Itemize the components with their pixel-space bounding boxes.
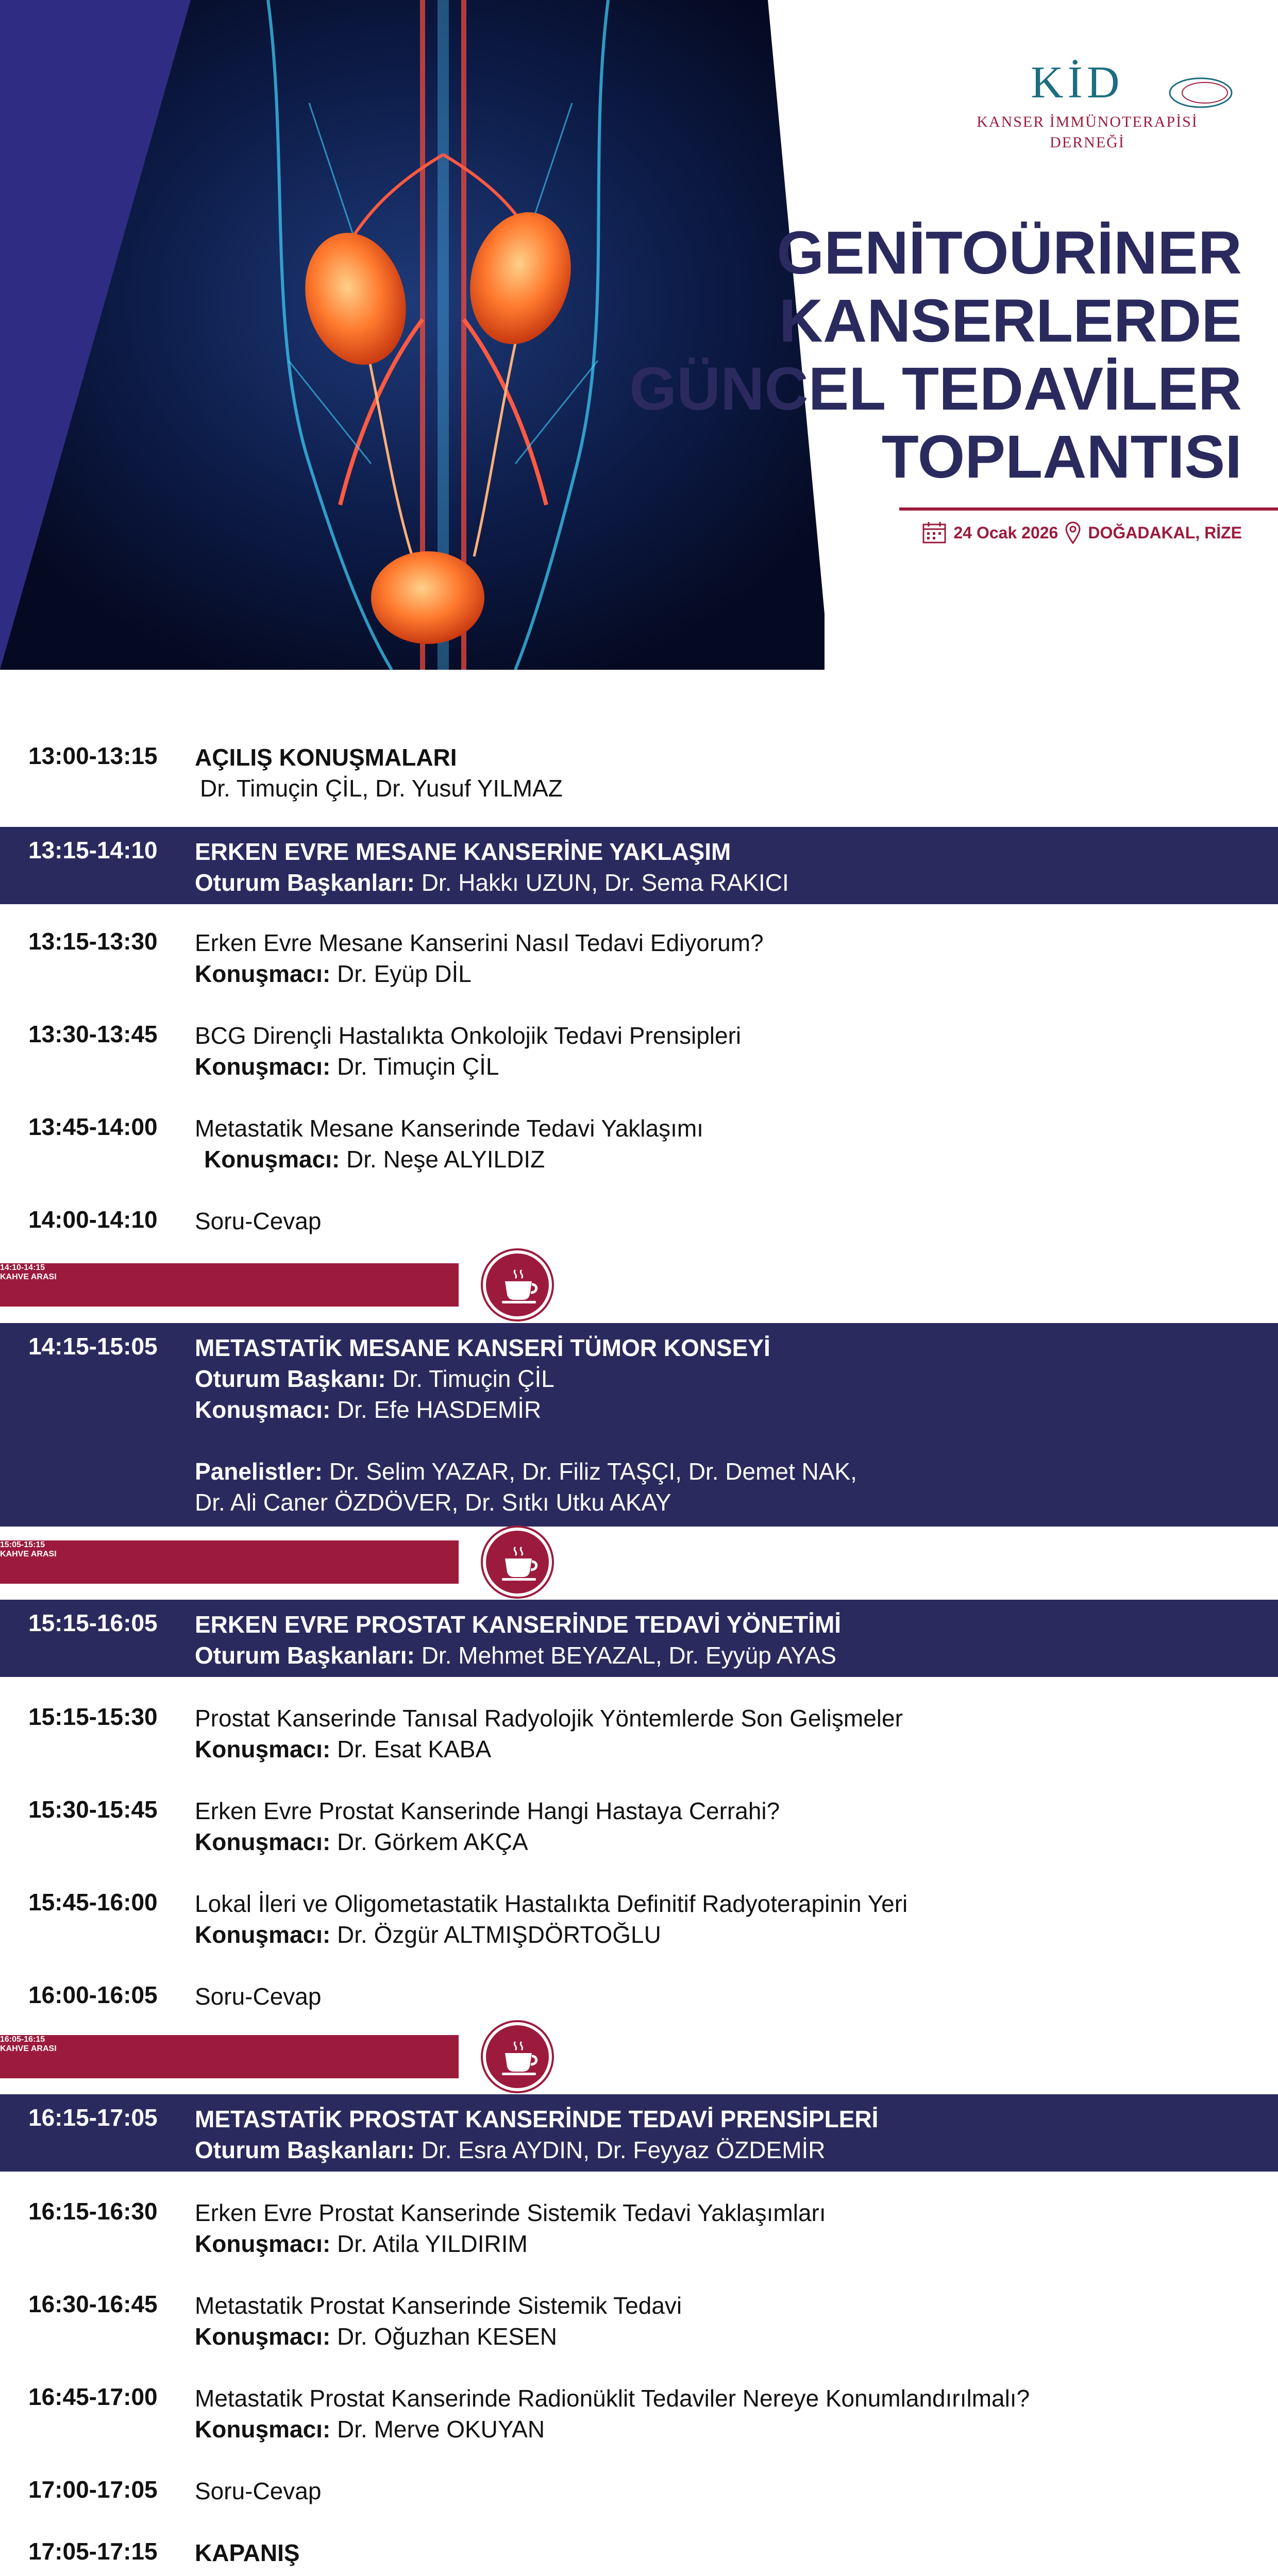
- program-item-qa: [0, 2476, 1278, 2512]
- talk-title: Erken Evre Prostat Kanserinde Sistemik Tedavi Yaklaşımları: [195, 2199, 826, 2226]
- qa-title: Soru-Cevap: [195, 1208, 322, 1234]
- program-time: 14:00-14:10: [28, 1206, 158, 1233]
- panelists-line1: Dr. Selim YAZAR, Dr. Filiz TAŞÇI, Dr. Demet NAK,: [329, 1458, 857, 1485]
- coffee-break-bar: [0, 2035, 459, 2078]
- speaker-label: Konuşmacı:: [195, 2323, 331, 2350]
- event-title: [572, 219, 1242, 491]
- talk-title: BCG Dirençli Hastalıkta Onkolojik Tedavi Prensipleri: [195, 1022, 742, 1049]
- program-time: 15:45-16:00: [28, 1889, 158, 1916]
- program-time: 13:30-13:45: [28, 1021, 158, 1047]
- speaker-name: Dr. Neşe ALYILDIZ: [346, 1146, 545, 1173]
- program-time: 13:15-13:30: [28, 928, 158, 955]
- qa-title: Soru-Cevap: [195, 2478, 322, 2504]
- session-chair: Dr. Timuçin ÇİL: [392, 1365, 554, 1392]
- speaker-name: Dr. Esat KABA: [337, 1736, 492, 1762]
- event-info: [922, 521, 1242, 544]
- talk-title: Metastatik Prostat Kanserinde Radionüklit Tedaviler Nereye Konumlandırılmalı?: [195, 2385, 1030, 2412]
- session-chair-label: Oturum Başkanı:: [195, 1365, 386, 1392]
- speaker-label: Konuşmacı:: [195, 2416, 331, 2443]
- talk-title: Metastatik Mesane Kanserinde Tedavi Yaklaşımı: [195, 1115, 703, 1142]
- program-item: [0, 2197, 1278, 2264]
- program-time: 16:05-16:15: [0, 2035, 45, 2044]
- talk-title: Lokal İleri ve Oligometastatik Hastalıkta Definitif Radyoterapinin Yeri: [195, 1890, 908, 1917]
- session-header: [0, 1600, 1278, 1677]
- program-item: [0, 927, 1278, 994]
- coffee-cup-icon: [483, 1528, 552, 1597]
- session-chairs-label: Oturum Başkanları:: [195, 869, 415, 896]
- session-chairs: Dr. Hakkı UZUN, Dr. Sema RAKICI: [421, 869, 789, 896]
- title-line-3: GÜNCEL TEDAVİLER: [629, 355, 1242, 423]
- program-time: 13:00-13:15: [28, 742, 158, 769]
- speaker-name: Dr. Merve OKUYAN: [337, 2416, 545, 2443]
- program-time: 16:45-17:00: [28, 2383, 158, 2410]
- program-time: 17:00-17:05: [28, 2476, 158, 2503]
- program-item: [0, 1703, 1278, 1770]
- speaker-name: Dr. Görkem AKÇA: [337, 1828, 528, 1855]
- panelists-line2: Dr. Ali Caner ÖZDÖVER, Dr. Sıtkı Utku AKAY: [195, 1489, 671, 1516]
- program-item: [0, 1113, 1278, 1180]
- program-item: [0, 2383, 1278, 2450]
- session-title: ERKEN EVRE MESANE KANSERİNE YAKLAŞIM: [195, 838, 731, 865]
- speaker-label: Konuşmacı:: [195, 1921, 331, 1948]
- program-item: [0, 1888, 1278, 1955]
- program-time: 17:05-17:15: [28, 2538, 158, 2565]
- session-title: ERKEN EVRE PROSTAT KANSERİNDE TEDAVİ YÖNETİMİ: [195, 1611, 842, 1638]
- header: [0, 0, 1278, 670]
- talk-title: Erken Evre Prostat Kanserinde Hangi Hastaya Cerrahi?: [195, 1798, 780, 1824]
- session-chairs-label: Oturum Başkanları:: [195, 2137, 415, 2163]
- talk-title: Prostat Kanserinde Tanısal Radyolojik Yöntemlerde Son Gelişmeler: [195, 1705, 903, 1732]
- program-item: [0, 2290, 1278, 2357]
- panelists-label: Panelistler:: [195, 1458, 323, 1485]
- program-time: 14:15-15:05: [28, 1333, 158, 1360]
- title-line-4: TOPLANTISI: [881, 423, 1242, 491]
- title-divider: [899, 507, 1278, 511]
- session-chairs: Dr. Mehmet BEYAZAL, Dr. Eyyüp AYAS: [421, 1642, 836, 1669]
- program-time: 16:00-16:05: [28, 1981, 158, 2008]
- logo-abbreviation: KİD: [1031, 58, 1124, 108]
- program-item: [0, 1795, 1278, 1862]
- speaker-name: Dr. Atila YILDIRIM: [337, 2230, 528, 2257]
- coffee-break-bar: [0, 1263, 459, 1307]
- program-time: 16:30-16:45: [28, 2291, 158, 2317]
- event-location: DOĞADAKAL, RİZE: [1088, 523, 1242, 542]
- program-item: [0, 1020, 1278, 1087]
- program-speakers: Dr. Timuçin ÇİL, Dr. Yusuf YILMAZ: [200, 775, 563, 802]
- session-header: [0, 827, 1278, 904]
- speaker-label: Konuşmacı:: [195, 1396, 331, 1423]
- program-time: 16:15-16:30: [28, 2198, 158, 2225]
- session-chairs: Dr. Esra AYDIN, Dr. Feyyaz ÖZDEMİR: [421, 2137, 826, 2163]
- session-header: [0, 2094, 1278, 2172]
- speaker-name: Dr. Efe HASDEMİR: [337, 1396, 542, 1423]
- program-time: 16:15-17:05: [28, 2104, 158, 2131]
- program-item-opening: [0, 742, 1278, 809]
- program-time: 13:15-14:10: [28, 837, 158, 863]
- coffee-cup-icon: [483, 1250, 552, 1319]
- closing-title: KAPANIŞ: [195, 2539, 300, 2566]
- break-title: KAHVE ARASI: [0, 1550, 57, 1558]
- logo-swirl-icon: [1165, 72, 1237, 113]
- kid-logo: [943, 57, 1232, 160]
- speaker-name: Dr. Özgür ALTMIŞDÖRTOĞLU: [337, 1921, 661, 1948]
- program-time: 14:10-14:15: [0, 1263, 45, 1272]
- speaker-label: Konuşmacı:: [204, 1146, 340, 1173]
- program-item-qa: [0, 1981, 1278, 2017]
- program-time: 15:15-16:05: [28, 1609, 158, 1636]
- location-pin-icon: [1065, 521, 1081, 544]
- session-title: METASTATİK PROSTAT KANSERİNDE TEDAVİ PRENSİPLERİ: [195, 2106, 879, 2132]
- session-title: METASTATİK MESANE KANSERİ TÜMOR KONSEYİ: [195, 1334, 770, 1361]
- break-title: KAHVE ARASI: [0, 2044, 57, 2053]
- program-item-qa: [0, 1206, 1278, 1242]
- logo-org-name-line2: DERNEĞİ: [1050, 134, 1125, 151]
- speaker-label: Konuşmacı:: [195, 2230, 331, 2257]
- program-time: 15:05-15:15: [0, 1540, 45, 1549]
- talk-title: Metastatik Prostat Kanserinde Sistemik Tedavi: [195, 2292, 682, 2319]
- coffee-break-bar: [0, 1540, 459, 1584]
- speaker-label: Konuşmacı:: [195, 1736, 331, 1762]
- session-chairs-label: Oturum Başkanları:: [195, 1642, 415, 1669]
- coffee-cup-icon: [483, 2022, 552, 2091]
- speaker-name: Dr. Eyüp DİL: [337, 960, 472, 987]
- speaker-label: Konuşmacı:: [195, 1828, 331, 1855]
- speaker-label: Konuşmacı:: [195, 1053, 331, 1080]
- program-time: 15:15-15:30: [28, 1703, 158, 1730]
- talk-title: Erken Evre Mesane Kanserini Nasıl Tedavi Ediyorum?: [195, 929, 764, 956]
- title-line-1: GENİTOÜRİNER: [777, 219, 1242, 287]
- logo-org-name-line1: KANSER İMMÜNOTERAPİSİ: [977, 113, 1198, 130]
- title-line-2: KANSERLERDE: [779, 287, 1242, 355]
- program-time: 15:30-15:45: [28, 1796, 158, 1823]
- program-title: AÇILIŞ KONUŞMALARI: [195, 744, 457, 771]
- event-date: 24 Ocak 2026: [953, 523, 1058, 542]
- program-time: 13:45-14:00: [28, 1113, 158, 1140]
- qa-title: Soru-Cevap: [195, 1983, 322, 2010]
- speaker-name: Dr. Oğuzhan KESEN: [337, 2323, 558, 2350]
- speaker-label: Konuşmacı:: [195, 960, 331, 987]
- break-title: KAHVE ARASI: [0, 1273, 57, 1281]
- calendar-icon: [922, 521, 947, 544]
- session-tumor-board: [0, 1323, 1278, 1527]
- speaker-name: Dr. Timuçin ÇİL: [337, 1053, 499, 1080]
- program-item-closing: [0, 2537, 1278, 2573]
